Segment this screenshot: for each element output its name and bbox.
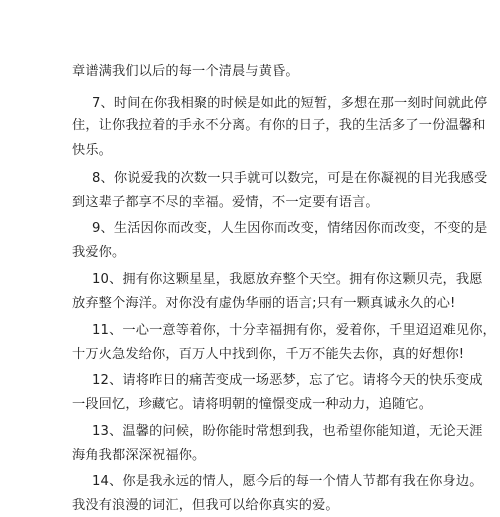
text-line: 我爱你。 <box>72 245 126 260</box>
text-line: 14、你是我永远的情人，愿今后的每一个情人节都有我在你身边。 <box>92 474 483 489</box>
text-line: 10、拥有你这颗星星，我愿放弃整个天空。拥有你这颗贝壳，我愿 <box>92 272 483 287</box>
text-line: 11、一心一意等着你，十分幸福拥有你，爱着你，千里迢迢难见你， <box>92 323 496 338</box>
text-line: 12、请将昨日的痛苦变成一场恶梦，忘了它。请将今天的快乐变成 <box>92 373 483 388</box>
text-line: 一段回忆，珍藏它。请将明朝的憧憬变成一种动力，追随它。 <box>72 397 433 412</box>
text-line: 9、生活因你而改变，人生因你而改变，情绪因你而改变，不变的是 <box>92 221 488 236</box>
text-line: 十万火急发给你，百万人中找到你，千万不能失去你，真的好想你! <box>72 347 465 362</box>
text-line: 7、时间在你我相聚的时候是如此的短暂，多想在那一刻时间就此停 <box>92 96 488 111</box>
text-line: 快乐。 <box>72 143 113 158</box>
text-line: 章谱满我们以后的每一个清晨与黄昏。 <box>72 64 299 79</box>
text-line: 13、温馨的问候，盼你能时常想到我，也希望你能知道，无论天涯 <box>92 424 483 439</box>
text-line: 我没有浪漫的词汇，但我可以给你真实的爱。 <box>72 498 339 513</box>
text-line: 海角我都深深祝福你。 <box>72 448 206 463</box>
text-line: 放弃整个海洋。对你没有虚伪华丽的语言;只有一颗真诚永久的心! <box>72 296 456 311</box>
text-line: 住，让你我拉着的手永不分离。有你的日子，我的生活多了一份温馨和 <box>72 118 486 133</box>
text-line: 8、你说爱我的次数一只手就可以数完，可是在你凝视的目光我感受 <box>92 171 488 186</box>
text-line: 到这辈子都享不尽的幸福。爱情，不一定要有语言。 <box>72 195 379 210</box>
